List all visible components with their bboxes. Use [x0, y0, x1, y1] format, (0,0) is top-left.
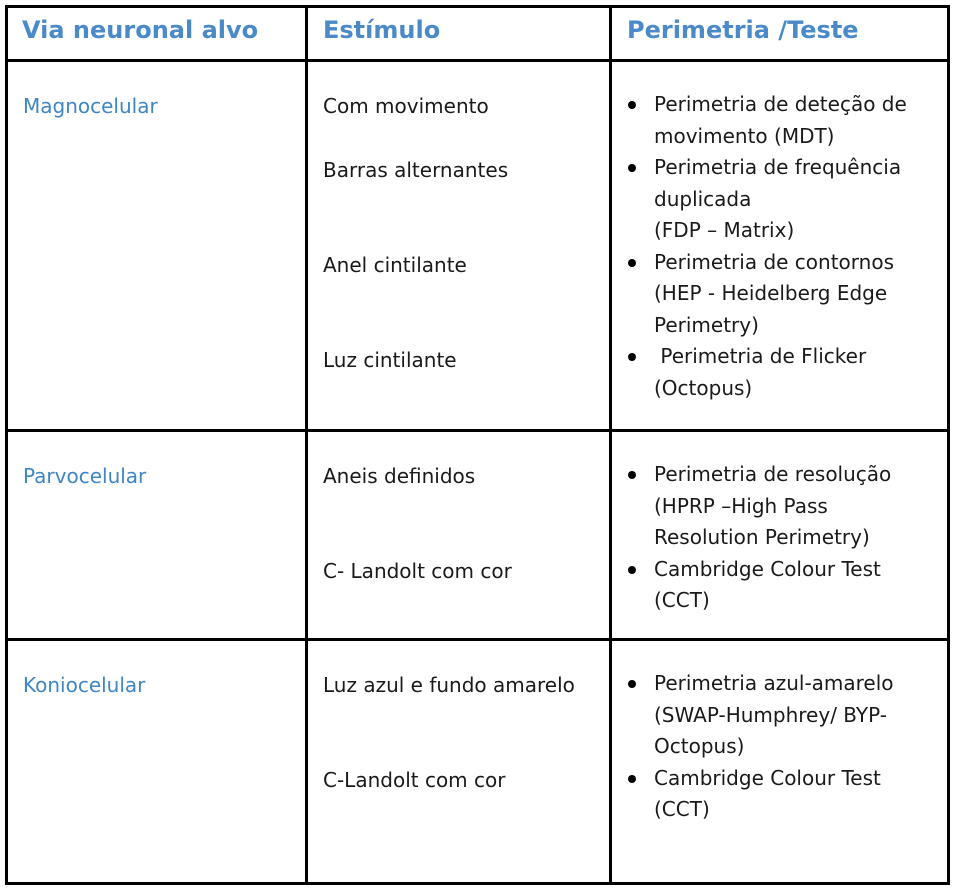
bullet-icon [628, 680, 636, 688]
via-parvocelular: Parvocelular [23, 464, 147, 488]
header-perimetria: Perimetria /Teste [627, 16, 859, 44]
stimulus-item: Aneis definidos [323, 464, 476, 488]
stimulus-item: Luz azul e fundo amarelo [323, 673, 575, 697]
header-via-neuronal: Via neuronal alvo [22, 16, 259, 44]
bullet-icon [628, 566, 636, 574]
via-koniocelular: Koniocelular [23, 673, 146, 697]
bullet-icon [628, 101, 636, 109]
test-item: Perimetria de resolução (HPRP –High Pass Resolution Perimetry) [628, 459, 943, 554]
bullet-icon [628, 353, 636, 361]
test-item: Perimetria de deteção de movimento (MDT) [628, 89, 943, 152]
test-list [628, 459, 943, 617]
bullet-icon [628, 164, 636, 172]
column-divider-2 [609, 5, 612, 885]
stimulus-item: C-Landolt com cor [323, 768, 506, 792]
table-border-left [5, 5, 8, 885]
stimulus-item: Barras alternantes [323, 158, 509, 182]
test-item: Perimetria azul-amarelo (SWAP-Humphrey/ BYP- Octopus) [628, 668, 943, 763]
test-item: Perimetria de contornos (HEP - Heidelberg Edge Perimetry) [628, 247, 943, 342]
header-divider [5, 59, 950, 62]
row-divider-1 [5, 429, 950, 432]
test-item: Perimetria de Flicker (Octopus) [628, 341, 943, 404]
stimulus-item: Luz cintilante [323, 348, 457, 372]
perimetry-table [5, 5, 950, 885]
header-estimulo: Estímulo [323, 16, 441, 44]
test-list [628, 89, 943, 404]
stimulus-item: Com movimento [323, 94, 489, 118]
stimulus-item: Anel cintilante [323, 253, 467, 277]
stimulus-item: C- Landolt com cor [323, 559, 512, 583]
bullet-icon [628, 471, 636, 479]
bullet-icon [628, 775, 636, 783]
row-divider-2 [5, 638, 950, 641]
test-item: Perimetria de frequência duplicada (FDP – Matrix) [628, 152, 943, 247]
column-divider-1 [305, 5, 308, 885]
test-list [628, 668, 943, 826]
via-magnocelular: Magnocelular [23, 94, 158, 118]
bullet-icon [628, 259, 636, 267]
table-border-bottom [5, 882, 950, 885]
test-item: Cambridge Colour Test (CCT) [628, 763, 943, 826]
table-border-right [947, 5, 950, 885]
test-item: Cambridge Colour Test (CCT) [628, 554, 943, 617]
